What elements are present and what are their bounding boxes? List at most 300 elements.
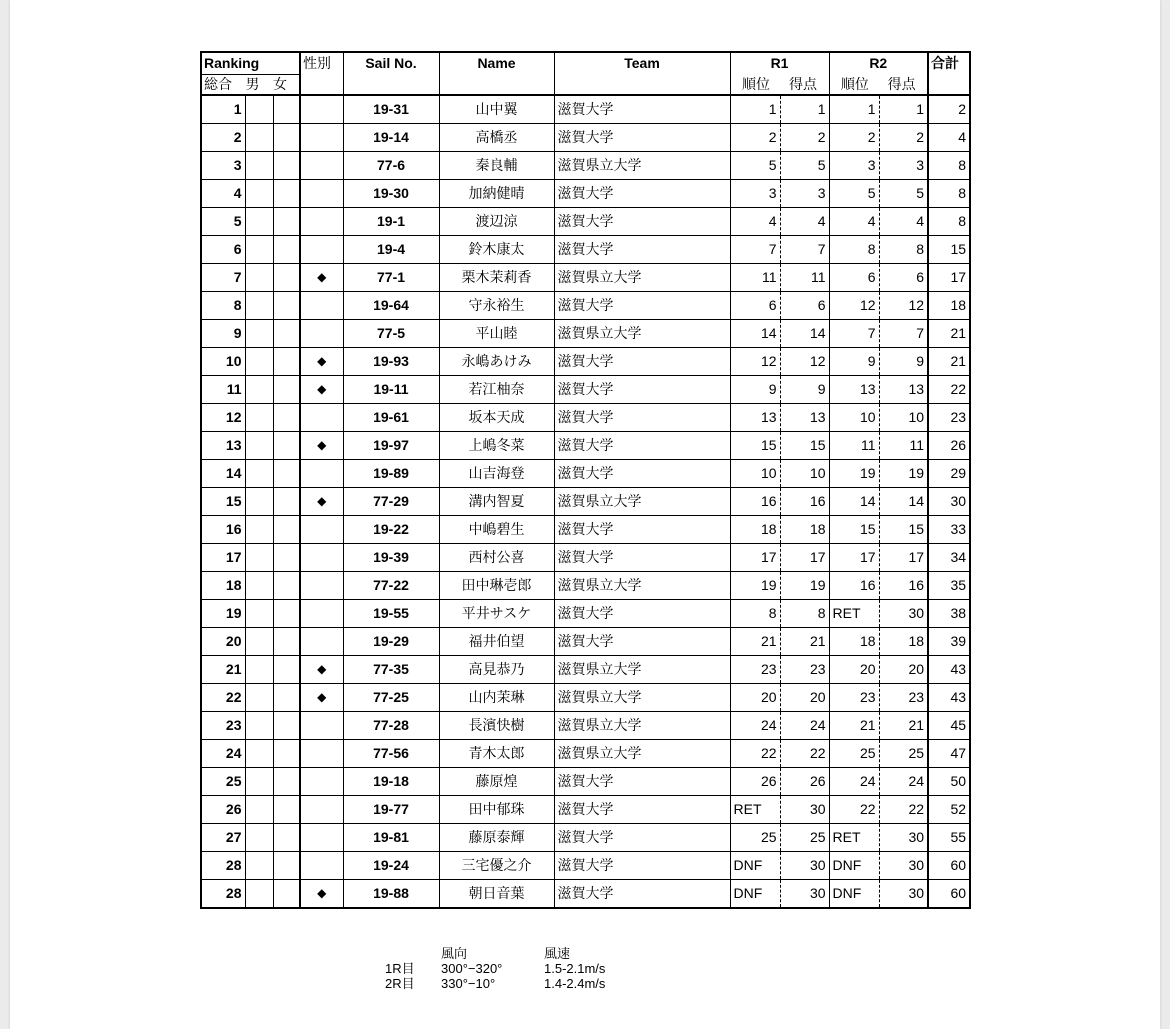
name-cell: 秦良輔 xyxy=(439,152,554,180)
r2-position-cell: 3 xyxy=(829,152,879,180)
rank-female-cell xyxy=(273,684,300,712)
r2-position-cell: 14 xyxy=(829,488,879,516)
r1-position-cell: 14 xyxy=(730,320,780,348)
r1-position-cell: 9 xyxy=(730,376,780,404)
rank-female-cell xyxy=(273,376,300,404)
table-row xyxy=(201,404,970,432)
rank-male-cell xyxy=(245,152,273,180)
table-row xyxy=(201,376,970,404)
total-cell: 43 xyxy=(928,656,970,684)
rank-male-cell xyxy=(245,208,273,236)
name-cell: 鈴木康太 xyxy=(439,236,554,264)
rank-overall-cell: 4 xyxy=(201,180,245,208)
r1-points-cell: 26 xyxy=(780,768,829,796)
r1-points-cell: 24 xyxy=(780,712,829,740)
total-cell: 17 xyxy=(928,264,970,292)
rank-overall-cell: 8 xyxy=(201,292,245,320)
gender-marker-cell xyxy=(300,768,343,796)
r1-points-cell: 2 xyxy=(780,124,829,152)
r1-position-cell: 3 xyxy=(730,180,780,208)
r2-position-cell: 1 xyxy=(829,95,879,124)
gender-marker-cell: ◆ xyxy=(300,684,343,712)
rank-female-cell xyxy=(273,264,300,292)
rank-overall-cell: 3 xyxy=(201,152,245,180)
r2-points-cell: 24 xyxy=(879,768,928,796)
wind-speed: 1.5-2.1m/s xyxy=(544,961,606,976)
team-cell: 滋賀大学 xyxy=(554,516,730,544)
name-cell: 守永裕生 xyxy=(439,292,554,320)
gender-marker-cell: ◆ xyxy=(300,264,343,292)
r1-position-cell: 1 xyxy=(730,95,780,124)
table-row xyxy=(201,432,970,460)
r2-points-cell: 3 xyxy=(879,152,928,180)
total-cell: 55 xyxy=(928,824,970,852)
r1-points-cell: 30 xyxy=(780,880,829,909)
rank-overall-cell: 20 xyxy=(201,628,245,656)
gender-marker-cell: ◆ xyxy=(300,348,343,376)
rank-male-cell xyxy=(245,796,273,824)
sail-no-cell: 77-22 xyxy=(343,572,439,600)
rank-male-cell xyxy=(245,880,273,909)
team-cell: 滋賀大学 xyxy=(554,628,730,656)
r1-points-cell: 18 xyxy=(780,516,829,544)
name-cell: 坂本天成 xyxy=(439,404,554,432)
rank-overall-cell: 19 xyxy=(201,600,245,628)
total-cell: 33 xyxy=(928,516,970,544)
table-row xyxy=(201,600,970,628)
r1-position-cell: 17 xyxy=(730,544,780,572)
sail-no-cell: 19-18 xyxy=(343,768,439,796)
gender-marker-cell xyxy=(300,516,343,544)
r2-points-cell: 30 xyxy=(879,880,928,909)
team-cell: 滋賀県立大学 xyxy=(554,656,730,684)
wind-row xyxy=(385,961,605,976)
sail-no-cell: 19-97 xyxy=(343,432,439,460)
rank-female-cell xyxy=(273,796,300,824)
rank-male-cell xyxy=(245,656,273,684)
rank-overall-cell: 28 xyxy=(201,880,245,909)
rank-overall-cell: 1 xyxy=(201,95,245,124)
r1-position-cell: 15 xyxy=(730,432,780,460)
rank-overall-cell: 15 xyxy=(201,488,245,516)
rank-female-cell xyxy=(273,292,300,320)
name-cell: 青木太郎 xyxy=(439,740,554,768)
total-cell: 21 xyxy=(928,320,970,348)
r2-position-cell: 10 xyxy=(829,404,879,432)
r1-header: R1 xyxy=(730,52,829,74)
name-cell: 加納健晴 xyxy=(439,180,554,208)
gender-marker-cell xyxy=(300,124,343,152)
r2-position-cell: 17 xyxy=(829,544,879,572)
wind-speed-header: 風速 xyxy=(544,946,571,961)
rank-overall-cell: 23 xyxy=(201,712,245,740)
rank-female-cell xyxy=(273,95,300,124)
r2-points-cell: 17 xyxy=(879,544,928,572)
total-cell: 38 xyxy=(928,600,970,628)
table-row xyxy=(201,880,970,909)
wind-row xyxy=(385,976,605,991)
total-cell: 52 xyxy=(928,796,970,824)
table-row xyxy=(201,740,970,768)
rank-overall-cell: 16 xyxy=(201,516,245,544)
sail-no-cell: 77-35 xyxy=(343,656,439,684)
r2-points-cell: 30 xyxy=(879,600,928,628)
gender-marker-cell xyxy=(300,152,343,180)
gender-marker-cell xyxy=(300,95,343,124)
team-cell: 滋賀大学 xyxy=(554,600,730,628)
team-cell: 滋賀大学 xyxy=(554,404,730,432)
rank-female-cell xyxy=(273,656,300,684)
r1-position-cell: 11 xyxy=(730,264,780,292)
rank-overall-cell: 22 xyxy=(201,684,245,712)
rank-male-cell xyxy=(245,460,273,488)
team-cell: 滋賀大学 xyxy=(554,376,730,404)
r1-position-cell: 5 xyxy=(730,152,780,180)
r2-points-cell: 13 xyxy=(879,376,928,404)
name-cell: 溝内智夏 xyxy=(439,488,554,516)
rank-overall-cell: 2 xyxy=(201,124,245,152)
sail-no-cell: 19-64 xyxy=(343,292,439,320)
ranking-sub-male: 男 xyxy=(245,76,260,93)
name-cell: 山内茉琳 xyxy=(439,684,554,712)
results-body xyxy=(201,95,970,908)
r2-points-cell: 2 xyxy=(879,124,928,152)
r1-position-cell: 10 xyxy=(730,460,780,488)
rank-female-cell xyxy=(273,852,300,880)
r1-points-cell: 7 xyxy=(780,236,829,264)
r2-points-cell: 14 xyxy=(879,488,928,516)
rank-female-cell xyxy=(273,880,300,909)
wind-direction-header: 風向 xyxy=(441,946,468,961)
r1-points-cell: 19 xyxy=(780,572,829,600)
gender-marker-cell xyxy=(300,712,343,740)
name-cell: 三宅優之介 xyxy=(439,852,554,880)
r1-position-cell: 23 xyxy=(730,656,780,684)
gender-marker-cell xyxy=(300,320,343,348)
rank-male-cell xyxy=(245,236,273,264)
team-cell: 滋賀県立大学 xyxy=(554,712,730,740)
name-cell: 高見恭乃 xyxy=(439,656,554,684)
name-header: Name xyxy=(439,52,554,95)
r2-points-cell: 4 xyxy=(879,208,928,236)
team-cell: 滋賀県立大学 xyxy=(554,320,730,348)
sail-no-cell: 19-39 xyxy=(343,544,439,572)
sail-no-cell: 19-29 xyxy=(343,628,439,656)
rank-overall-cell: 27 xyxy=(201,824,245,852)
r2-points-cell: 15 xyxy=(879,516,928,544)
rank-female-cell xyxy=(273,712,300,740)
team-cell: 滋賀大学 xyxy=(554,236,730,264)
r2-points-cell: 9 xyxy=(879,348,928,376)
r1-subheader xyxy=(730,74,829,95)
rank-female-cell xyxy=(273,152,300,180)
table-row xyxy=(201,95,970,124)
rank-overall-cell: 6 xyxy=(201,236,245,264)
r2-sub-points: 得点 xyxy=(887,76,916,92)
table-row xyxy=(201,264,970,292)
rank-overall-cell: 7 xyxy=(201,264,245,292)
table-row xyxy=(201,348,970,376)
sail-no-cell: 77-29 xyxy=(343,488,439,516)
r2-position-cell: 9 xyxy=(829,348,879,376)
r1-position-cell: 18 xyxy=(730,516,780,544)
rank-male-cell xyxy=(245,824,273,852)
r1-points-cell: 10 xyxy=(780,460,829,488)
team-cell: 滋賀大学 xyxy=(554,180,730,208)
rank-female-cell xyxy=(273,824,300,852)
table-row xyxy=(201,824,970,852)
sail-no-cell: 19-30 xyxy=(343,180,439,208)
r2-position-cell: 25 xyxy=(829,740,879,768)
r1-points-cell: 21 xyxy=(780,628,829,656)
wind-header-row xyxy=(385,946,605,961)
name-cell: 山中翼 xyxy=(439,95,554,124)
ranking-sub-female: 女 xyxy=(273,76,287,93)
sail-no-cell: 19-89 xyxy=(343,460,439,488)
sail-no-cell: 19-61 xyxy=(343,404,439,432)
name-cell: 永嶋あけみ xyxy=(439,348,554,376)
gender-marker-cell xyxy=(300,180,343,208)
r1-position-cell: 8 xyxy=(730,600,780,628)
gender-marker-cell xyxy=(300,628,343,656)
rank-overall-cell: 28 xyxy=(201,852,245,880)
team-cell: 滋賀大学 xyxy=(554,544,730,572)
gender-marker-cell xyxy=(300,572,343,600)
gender-marker-cell xyxy=(300,852,343,880)
rank-female-cell xyxy=(273,740,300,768)
table-row xyxy=(201,516,970,544)
r2-position-cell: 20 xyxy=(829,656,879,684)
team-cell: 滋賀大学 xyxy=(554,460,730,488)
total-header: 合計 xyxy=(928,52,970,95)
rank-female-cell xyxy=(273,600,300,628)
total-cell: 4 xyxy=(928,124,970,152)
r1-position-cell: 13 xyxy=(730,404,780,432)
rank-female-cell xyxy=(273,320,300,348)
rank-male-cell xyxy=(245,600,273,628)
r2-position-cell: 2 xyxy=(829,124,879,152)
wind-race-label: 1R目 xyxy=(385,961,415,976)
gender-marker-cell xyxy=(300,600,343,628)
team-header: Team xyxy=(554,52,730,95)
rank-overall-cell: 5 xyxy=(201,208,245,236)
r2-position-cell: 7 xyxy=(829,320,879,348)
r2-position-cell: DNF xyxy=(829,880,879,909)
gender-marker-cell xyxy=(300,404,343,432)
sail-no-cell: 77-28 xyxy=(343,712,439,740)
sail-no-cell: 19-81 xyxy=(343,824,439,852)
gender-marker-cell xyxy=(300,208,343,236)
r1-position-cell: RET xyxy=(730,796,780,824)
gender-marker-cell xyxy=(300,740,343,768)
rank-male-cell xyxy=(245,348,273,376)
r2-points-cell: 23 xyxy=(879,684,928,712)
rank-male-cell xyxy=(245,572,273,600)
r1-position-cell: 4 xyxy=(730,208,780,236)
table-row xyxy=(201,208,970,236)
team-cell: 滋賀大学 xyxy=(554,796,730,824)
r1-position-cell: 2 xyxy=(730,124,780,152)
rank-female-cell xyxy=(273,236,300,264)
rank-male-cell xyxy=(245,852,273,880)
name-cell: 藤原泰輝 xyxy=(439,824,554,852)
total-cell: 8 xyxy=(928,152,970,180)
sail-no-cell: 19-22 xyxy=(343,516,439,544)
rank-male-cell xyxy=(245,320,273,348)
rank-female-cell xyxy=(273,544,300,572)
r1-position-cell: DNF xyxy=(730,880,780,909)
sail-no-cell: 19-11 xyxy=(343,376,439,404)
r2-position-cell: 5 xyxy=(829,180,879,208)
total-cell: 47 xyxy=(928,740,970,768)
table-row xyxy=(201,460,970,488)
gender-marker-cell: ◆ xyxy=(300,432,343,460)
rank-overall-cell: 17 xyxy=(201,544,245,572)
rank-overall-cell: 13 xyxy=(201,432,245,460)
r2-points-cell: 6 xyxy=(879,264,928,292)
r2-subheader xyxy=(829,74,928,95)
rank-male-cell xyxy=(245,124,273,152)
table-row xyxy=(201,488,970,516)
r1-position-cell: 6 xyxy=(730,292,780,320)
r2-points-cell: 16 xyxy=(879,572,928,600)
name-cell: 平井サスケ xyxy=(439,600,554,628)
r1-position-cell: 26 xyxy=(730,768,780,796)
sail-no-header: Sail No. xyxy=(343,52,439,95)
r1-position-cell: 7 xyxy=(730,236,780,264)
r1-points-cell: 22 xyxy=(780,740,829,768)
r1-points-cell: 13 xyxy=(780,404,829,432)
team-cell: 滋賀大学 xyxy=(554,95,730,124)
total-cell: 26 xyxy=(928,432,970,460)
team-cell: 滋賀県立大学 xyxy=(554,572,730,600)
r1-points-cell: 8 xyxy=(780,600,829,628)
rank-overall-cell: 10 xyxy=(201,348,245,376)
sail-no-cell: 19-77 xyxy=(343,796,439,824)
r2-points-cell: 8 xyxy=(879,236,928,264)
team-cell: 滋賀大学 xyxy=(554,852,730,880)
wind-conditions xyxy=(385,946,605,991)
total-cell: 8 xyxy=(928,208,970,236)
total-cell: 8 xyxy=(928,180,970,208)
r1-points-cell: 4 xyxy=(780,208,829,236)
sail-no-cell: 19-24 xyxy=(343,852,439,880)
gender-marker-cell: ◆ xyxy=(300,880,343,909)
table-row xyxy=(201,236,970,264)
rank-male-cell xyxy=(245,740,273,768)
r1-position-cell: 25 xyxy=(730,824,780,852)
team-cell: 滋賀大学 xyxy=(554,768,730,796)
rank-overall-cell: 18 xyxy=(201,572,245,600)
r2-position-cell: 22 xyxy=(829,796,879,824)
sail-no-cell: 77-56 xyxy=(343,740,439,768)
team-cell: 滋賀県立大学 xyxy=(554,684,730,712)
r2-points-cell: 18 xyxy=(879,628,928,656)
name-cell: 平山睦 xyxy=(439,320,554,348)
team-cell: 滋賀大学 xyxy=(554,124,730,152)
table-row xyxy=(201,656,970,684)
r1-sub-position: 順位 xyxy=(742,76,771,92)
rank-overall-cell: 11 xyxy=(201,376,245,404)
wind-direction: 330°−10° xyxy=(441,976,496,991)
rank-overall-cell: 14 xyxy=(201,460,245,488)
name-cell: 中嶋碧生 xyxy=(439,516,554,544)
team-cell: 滋賀大学 xyxy=(554,292,730,320)
sail-no-cell: 19-93 xyxy=(343,348,439,376)
total-cell: 21 xyxy=(928,348,970,376)
name-cell: 長濱快樹 xyxy=(439,712,554,740)
gender-marker-cell: ◆ xyxy=(300,376,343,404)
r2-points-cell: 5 xyxy=(879,180,928,208)
total-cell: 18 xyxy=(928,292,970,320)
r2-position-cell: RET xyxy=(829,600,879,628)
rank-female-cell xyxy=(273,488,300,516)
r2-position-cell: 13 xyxy=(829,376,879,404)
r1-points-cell: 17 xyxy=(780,544,829,572)
table-row xyxy=(201,768,970,796)
gender-marker-cell xyxy=(300,796,343,824)
r1-position-cell: 22 xyxy=(730,740,780,768)
total-cell: 35 xyxy=(928,572,970,600)
table-row xyxy=(201,152,970,180)
team-cell: 滋賀県立大学 xyxy=(554,488,730,516)
wind-race-label: 2R目 xyxy=(385,976,415,991)
r1-position-cell: 16 xyxy=(730,488,780,516)
team-cell: 滋賀大学 xyxy=(554,824,730,852)
r1-position-cell: 24 xyxy=(730,712,780,740)
table-row xyxy=(201,684,970,712)
name-cell: 若江柚奈 xyxy=(439,376,554,404)
ranking-sub-overall: 総合 xyxy=(204,76,232,93)
r2-position-cell: DNF xyxy=(829,852,879,880)
gender-marker-cell: ◆ xyxy=(300,488,343,516)
team-cell: 滋賀大学 xyxy=(554,880,730,909)
r1-position-cell: 20 xyxy=(730,684,780,712)
name-cell: 栗木茉莉香 xyxy=(439,264,554,292)
r1-points-cell: 5 xyxy=(780,152,829,180)
sail-no-cell: 19-1 xyxy=(343,208,439,236)
r1-points-cell: 30 xyxy=(780,796,829,824)
total-cell: 15 xyxy=(928,236,970,264)
table-row xyxy=(201,544,970,572)
rank-male-cell xyxy=(245,180,273,208)
r2-sub-position: 順位 xyxy=(840,76,869,92)
wind-direction: 300°−320° xyxy=(441,961,503,976)
r2-position-cell: 11 xyxy=(829,432,879,460)
rank-male-cell xyxy=(245,376,273,404)
team-cell: 滋賀県立大学 xyxy=(554,152,730,180)
r1-points-cell: 12 xyxy=(780,348,829,376)
sail-no-cell: 77-25 xyxy=(343,684,439,712)
total-cell: 22 xyxy=(928,376,970,404)
rank-male-cell xyxy=(245,264,273,292)
r2-position-cell: 18 xyxy=(829,628,879,656)
table-row xyxy=(201,628,970,656)
name-cell: 田中郁珠 xyxy=(439,796,554,824)
r2-position-cell: 16 xyxy=(829,572,879,600)
r1-points-cell: 16 xyxy=(780,488,829,516)
r2-position-cell: 12 xyxy=(829,292,879,320)
gender-header: 性別 xyxy=(300,52,343,95)
rank-female-cell xyxy=(273,460,300,488)
r2-position-cell: 23 xyxy=(829,684,879,712)
rank-overall-cell: 24 xyxy=(201,740,245,768)
name-cell: 西村公喜 xyxy=(439,544,554,572)
table-row xyxy=(201,852,970,880)
rank-male-cell xyxy=(245,404,273,432)
r2-points-cell: 25 xyxy=(879,740,928,768)
r2-position-cell: 6 xyxy=(829,264,879,292)
